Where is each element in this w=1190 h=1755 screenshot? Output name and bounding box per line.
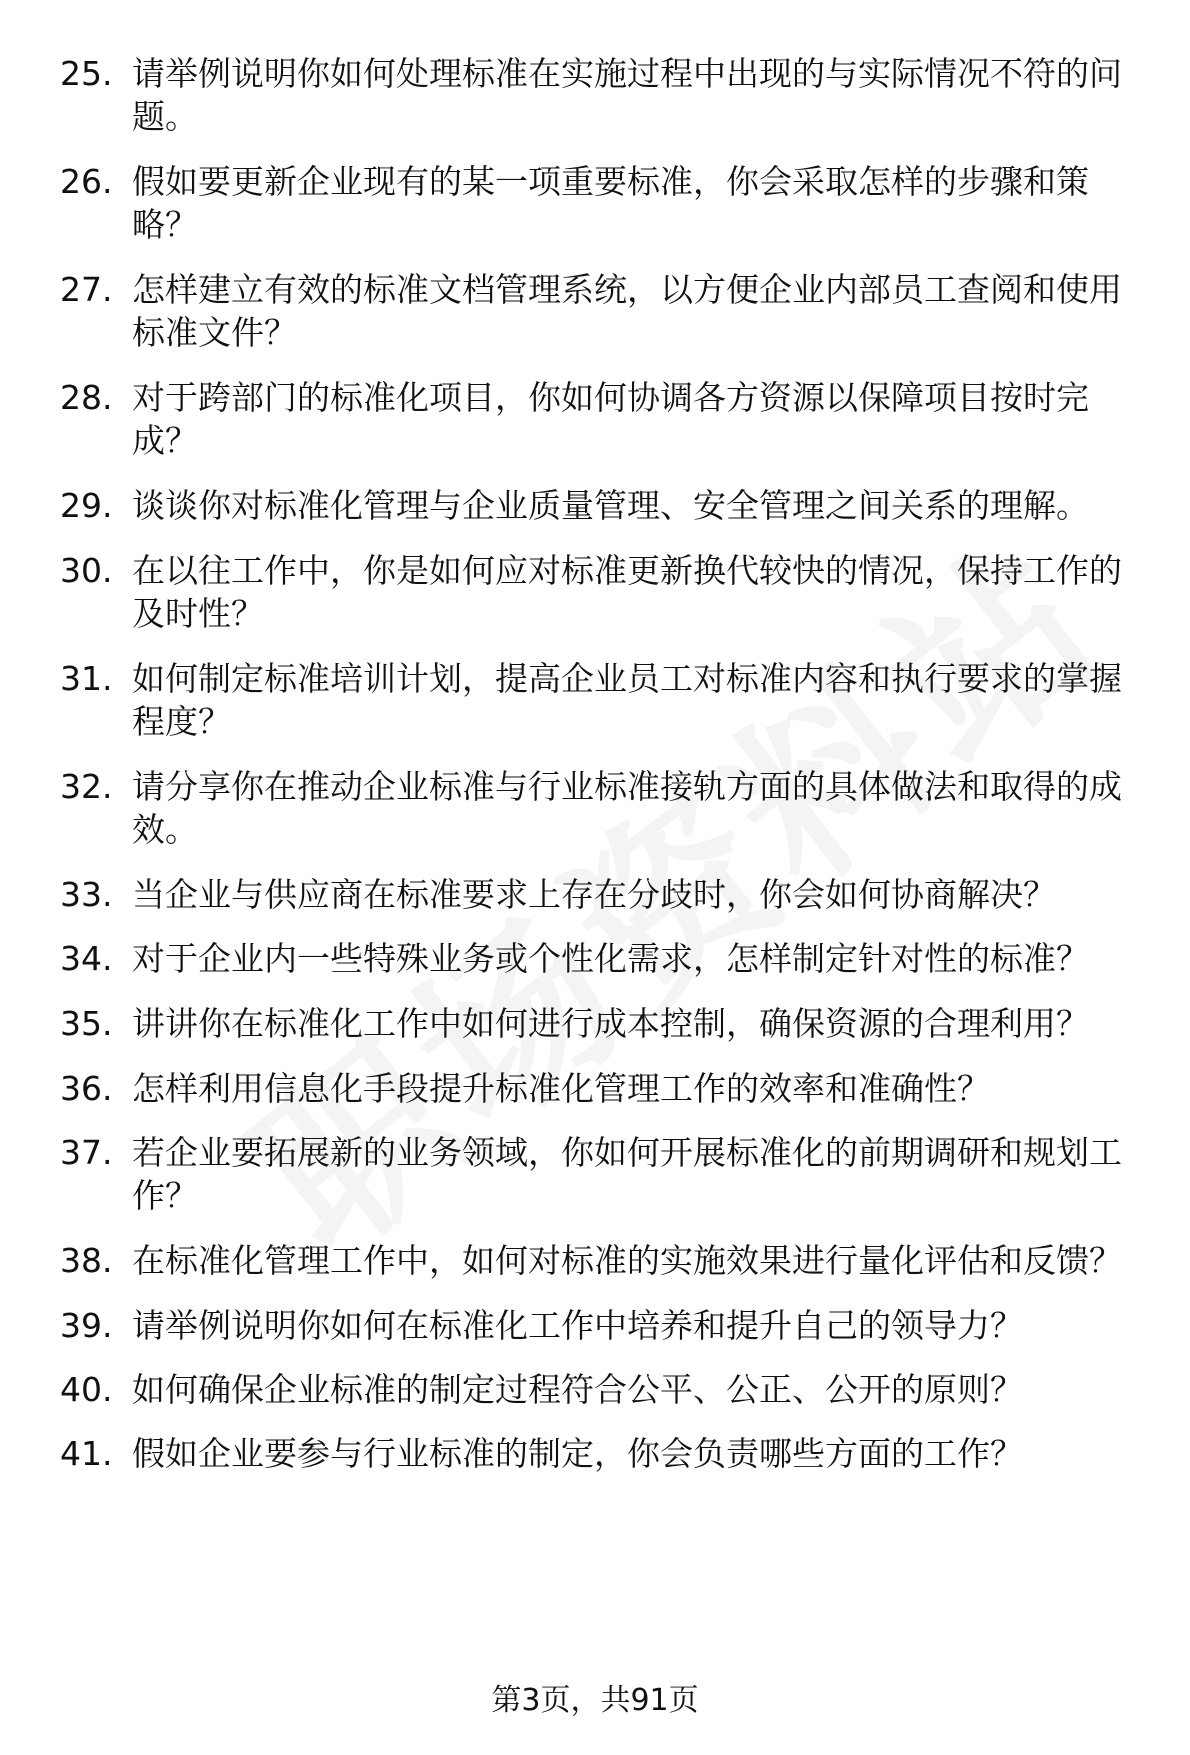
page-footer: 第3页，共91页 xyxy=(491,1683,699,1718)
question-text: 若企业要拓展新的业务领域，你如何开展标准化的前期调研和规划工作？ xyxy=(132,1133,1122,1215)
question-number: 30. xyxy=(60,551,113,590)
question-text: 在以往工作中，你是如何应对标准更新换代较快的情况，保持工作的及时性？ xyxy=(132,551,1122,633)
question-text: 当企业与供应商在标准要求上存在分歧时，你会如何协商解决？ xyxy=(132,875,1056,914)
question-number: 39. xyxy=(60,1306,113,1345)
question-text: 如何确保企业标准的制定过程符合公平、公正、公开的原则？ xyxy=(132,1370,1023,1409)
question-text: 讲讲你在标准化工作中如何进行成本控制，确保资源的合理利用？ xyxy=(132,1004,1089,1043)
question-number: 34. xyxy=(60,939,113,978)
question-item xyxy=(60,1239,1150,1282)
question-text: 请举例说明你如何处理标准在实施过程中出现的与实际情况不符的问题。 xyxy=(132,54,1122,136)
question-item xyxy=(60,937,1150,980)
question-number: 35. xyxy=(60,1004,113,1043)
question-item xyxy=(60,1002,1150,1045)
question-item xyxy=(60,1131,1150,1217)
question-text: 请举例说明你如何在标准化工作中培养和提升自己的领导力？ xyxy=(132,1306,1023,1345)
question-number: 32. xyxy=(60,767,113,806)
question-number: 41. xyxy=(60,1434,113,1473)
question-number: 29. xyxy=(60,486,113,525)
question-text: 谈谈你对标准化管理与企业质量管理、安全管理之间关系的理解。 xyxy=(132,486,1089,525)
question-item xyxy=(60,765,1150,851)
question-text: 怎样建立有效的标准文档管理系统，以方便企业内部员工查阅和使用标准文件？ xyxy=(132,270,1122,352)
question-number: 37. xyxy=(60,1133,113,1172)
question-text: 假如要更新企业现有的某一项重要标准，你会采取怎样的步骤和策略？ xyxy=(132,162,1089,244)
question-item xyxy=(60,549,1150,635)
question-item xyxy=(60,376,1150,462)
question-item xyxy=(60,52,1150,138)
question-item xyxy=(60,268,1150,354)
question-text: 如何制定标准培训计划，提高企业员工对标准内容和执行要求的掌握程度？ xyxy=(132,659,1122,741)
question-text: 请分享你在推动企业标准与行业标准接轨方面的具体做法和取得的成效。 xyxy=(132,767,1122,849)
question-number: 28. xyxy=(60,378,113,417)
question-text: 假如企业要参与行业标准的制定，你会负责哪些方面的工作？ xyxy=(132,1434,1023,1473)
question-item xyxy=(60,1432,1150,1475)
question-item xyxy=(60,657,1150,743)
question-number: 33. xyxy=(60,875,113,914)
question-list xyxy=(60,52,1150,1496)
question-item xyxy=(60,1368,1150,1411)
question-text: 对于跨部门的标准化项目，你如何协调各方资源以保障项目按时完成？ xyxy=(132,378,1089,460)
question-item xyxy=(60,873,1150,916)
question-number: 31. xyxy=(60,659,113,698)
question-number: 40. xyxy=(60,1370,113,1409)
question-number: 38. xyxy=(60,1241,113,1280)
question-item xyxy=(60,1067,1150,1110)
question-number: 26. xyxy=(60,162,113,201)
question-number: 27. xyxy=(60,270,113,309)
question-number: 36. xyxy=(60,1069,113,1108)
question-item xyxy=(60,160,1150,246)
question-number: 25. xyxy=(60,54,113,93)
question-text: 在标准化管理工作中，如何对标准的实施效果进行量化评估和反馈？ xyxy=(132,1241,1122,1280)
question-text: 对于企业内一些特殊业务或个性化需求，怎样制定针对性的标准？ xyxy=(132,939,1089,978)
question-item xyxy=(60,484,1150,527)
question-item xyxy=(60,1304,1150,1347)
question-text: 怎样利用信息化手段提升标准化管理工作的效率和准确性？ xyxy=(132,1069,990,1108)
